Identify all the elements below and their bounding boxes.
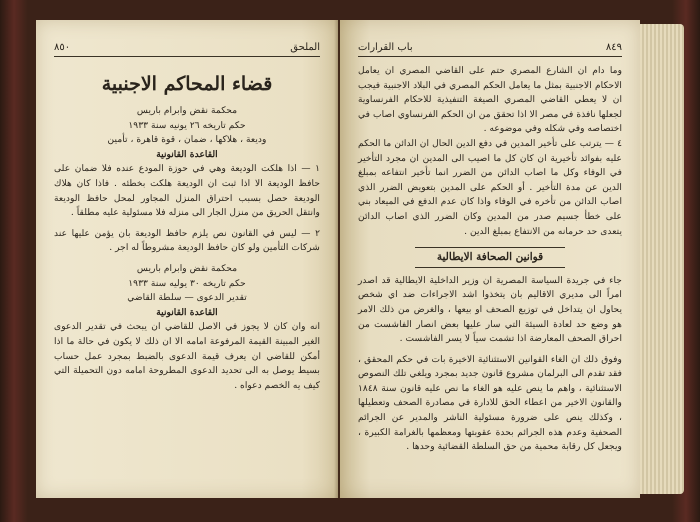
- right-page-number: ٨٤٩: [605, 41, 622, 53]
- right-para-3: جاء في جريدة السياسة المصرية ان وزير الداخلية الايطالية قد اصدر امراً الى مديري الاقاليم بان يتخذوا اشد الاجراءات ضد اي شخص يحاول ان يتداخل في توزيع الصحف او بيعها ، والغرض من ذلك الامر هو وضع حد لعادة السيئة التي سار عليها بعض انصار الفاشست من احراق الصحف المعارضة اذا تشمت سياً لا يسر الفاشست .: [358, 274, 622, 345]
- case1-rule-heading: القاعدة القانونية: [156, 148, 218, 160]
- case2-court: محكمة نقض وابرام باريس: [136, 262, 238, 274]
- case1-keywords: وديعة ، هلاكها ، ضمان ، قوة قاهرة ، تأمين: [107, 134, 267, 146]
- right-para-1: وما دام ان الشارع المصري حتم على القاضي المصري ان يعامل الاحكام الاجنبية بمثل ما يعامل الحكم المصري في البلاد الاجنبية فيجب ان لا يعطي القاضي المصري الصيغة التنفيذية للاحكام الفرنساوية لجعلها نافذة في مصر الا اذا تحقق من ان الحكم الفرنساوي اصاب في اختصاصه وفي شكله وفي موضوعه .: [358, 65, 622, 135]
- left-page: [36, 20, 338, 498]
- header-rule: [358, 56, 622, 57]
- left-header-title: الملحق: [290, 41, 320, 53]
- left-page-header: [54, 40, 320, 54]
- case2-keywords: تقدير الدعوى — سلطة القاضي: [127, 292, 247, 304]
- case2-rule-heading: القاعدة القانونية: [156, 306, 218, 318]
- case2-text: انه وان كان لا يجوز في الاصل للقاضي ان يبحث في تقدير الدعوى الغير المبينة القيمة المرفوعة امامه الا ان ذلك لا يكون في حالة ما اذا أمكن للقاضي ان يعرف قيمة الدعوى بالضبط بمجرد عمل حساب بسيط يوصل به الى تحديد الدعوى المطروحة امامه دون التحميلة التي كيف يه الخصم دعواه .: [54, 321, 320, 391]
- case1-text: ١ — اذا هلكت الوديعة وهي في حوزة المودع عنده فلا ضمان على حافظ الوديعة الا اذا ثبت ان الوديعة هلكت بخطئه . فاذا كان هلاك الوديعة حصل بسبب احتراق المنزل المجاور لمحل حافظ الوديعة وانتقل الحريق من منزل الجار الى منزله فلا مسئولية عليه مطلقاً .: [54, 163, 320, 219]
- page-title: قضاء المحاكم الاجنبية: [101, 73, 273, 95]
- case1-court: محكمة نقض وابرام باريس: [136, 105, 238, 116]
- case1-date: حكم تاريخه ٢٦ يونيه سنة ١٩٣٣: [128, 119, 246, 131]
- right-header-title: باب القرارات: [358, 41, 413, 53]
- right-page-header: [358, 40, 622, 54]
- section-title: قوانين الصحافة الايطالية: [415, 247, 565, 268]
- case2-date: حكم تاريخه ٣٠ يوليه سنة ١٩٣٣: [128, 277, 246, 289]
- right-para-2: ٤ — يترتب على تأخير المدين في دفع الدين الحال ان الدائن ما الحكم عليه بفوائد تأخيرية ان كان كل ما اصيب الى المدين ان مجرد التأخير في الوفاء وكل ما اصاب الدائن من الضرر انما تأخير انتفاعه بمبلغ الدين عن مدة التأخير . أو الحكم على المدين بتعويض الضرر الذي اصاب الدائن من تأخره في الوفاء واذا كان عدم الدفع في الميعاد بني على خطأ جسيم صدر من المدين وكان الضرر الذي اصاب الدائن يتعدى حد حرمانه من الانتفاع بمبلغ الدين .: [358, 137, 622, 237]
- page-edges: [640, 24, 684, 494]
- case1-text2: ٢ — ليس في القانون نص يلزم حافظ الوديعة بان يؤمن عليها عند شركات التأمين ولو كان حافظ الوديعة مشروطاً له اجر .: [54, 227, 320, 254]
- right-page: [340, 20, 640, 498]
- right-page-content: [358, 64, 622, 455]
- header-rule: [54, 56, 320, 57]
- left-page-number: ٨٥٠: [54, 41, 71, 53]
- left-page-content: [54, 64, 320, 393]
- right-para-4: وفوق ذلك ان الغاء القوانين الاستثنائية الاخيرة بات في حكم المحقق ، فقد تقدم الى البرلمان مشروع قانون جديد بمجرد ويلغي تلك النصوص الاستثنائية ، واهم ما ينص عليه هو الغاء ما نص عليه قانون سنة ١٨٤٨ والقانون الاخير من اعطاء الحق للادارة في مصادرة الصحف وتعطيلها ، وكذلك ينص على ضرورة مسئولية الناشر والمدير عن الجرائم الصحفية وعدم هذه الجرائم بحدة عقوبتها ومعظمها بالغرامة الكبيرة ، ويجعل كل رقابة محمية من حق السلطة القضائية وحدها .: [358, 353, 622, 453]
